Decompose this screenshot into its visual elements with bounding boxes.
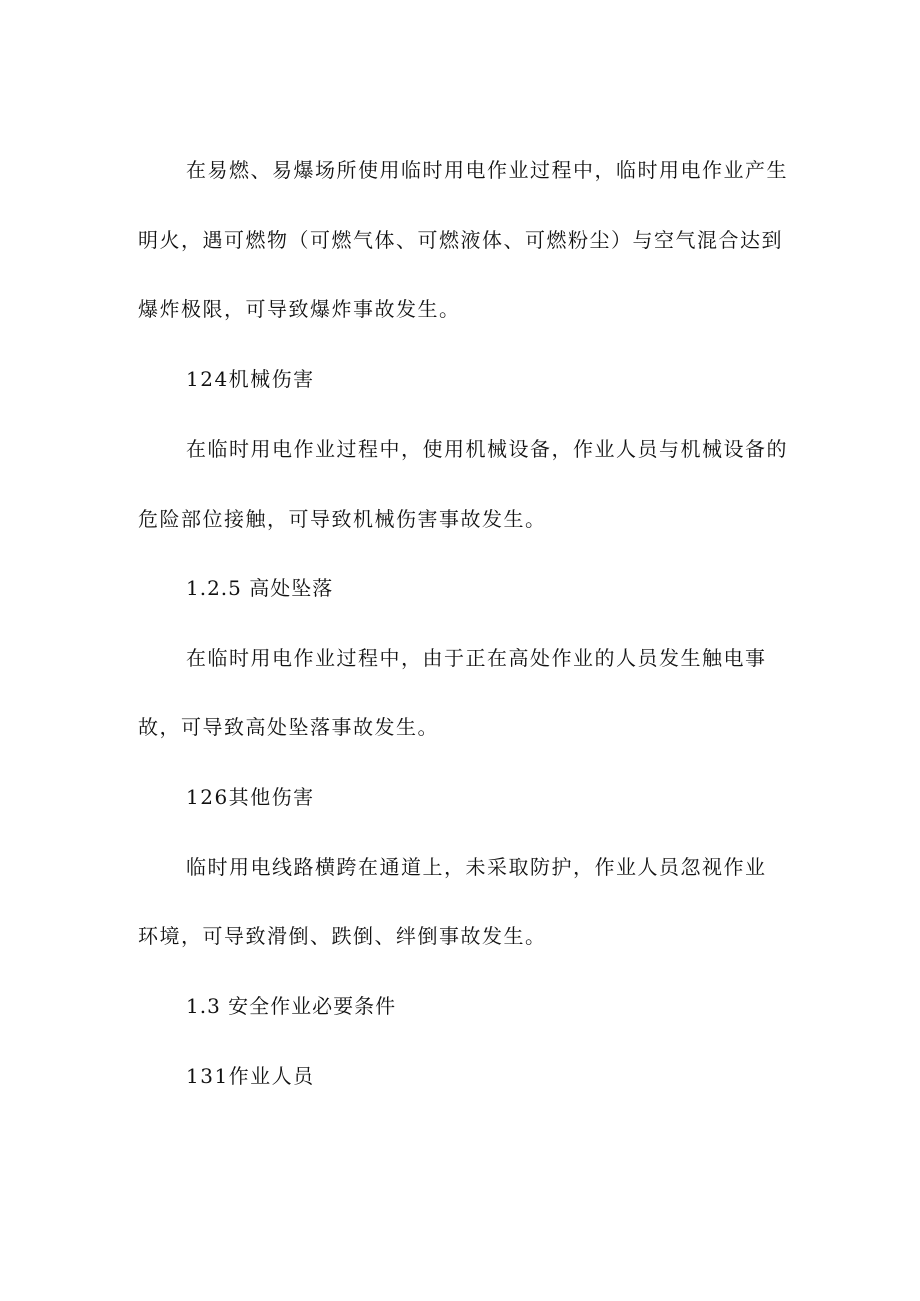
- paragraph-mechanical-line-1: 在临时用电作业过程中，使用机械设备，作业人员与机械设备的: [186, 437, 788, 461]
- heading-other-injuries: 126其他伤害: [186, 785, 315, 809]
- paragraph-fall-line-2: 故，可导致高处坠落事故发生。: [138, 715, 439, 739]
- heading-workers: 131作业人员: [186, 1064, 315, 1088]
- paragraph-mechanical-line-2: 危险部位接触，可导致机械伤害事故发生。: [138, 507, 547, 531]
- paragraph-explosion-line-3: 爆炸极限，可导致爆炸事故发生。: [138, 297, 461, 321]
- heading-fall-from-height: 1.2.5 高处坠落: [186, 576, 334, 600]
- paragraph-other-line-1: 临时用电线路横跨在通道上，未采取防护，作业人员忽视作业: [186, 855, 767, 879]
- paragraph-explosion-line-2: 明火，遇可燃物（可燃气体、可燃液体、可燃粉尘）与空气混合达到: [138, 228, 783, 252]
- paragraph-fall-line-1: 在临时用电作业过程中，由于正在高处作业的人员发生触电事: [186, 646, 767, 670]
- paragraph-explosion-line-1: 在易燃、易爆场所使用临时用电作业过程中，临时用电作业产生: [186, 158, 788, 182]
- heading-mechanical-injury: 124机械伤害: [186, 367, 315, 391]
- heading-safety-conditions: 1.3 安全作业必要条件: [186, 994, 397, 1018]
- paragraph-other-line-2: 环境，可导致滑倒、跌倒、绊倒事故发生。: [138, 924, 547, 948]
